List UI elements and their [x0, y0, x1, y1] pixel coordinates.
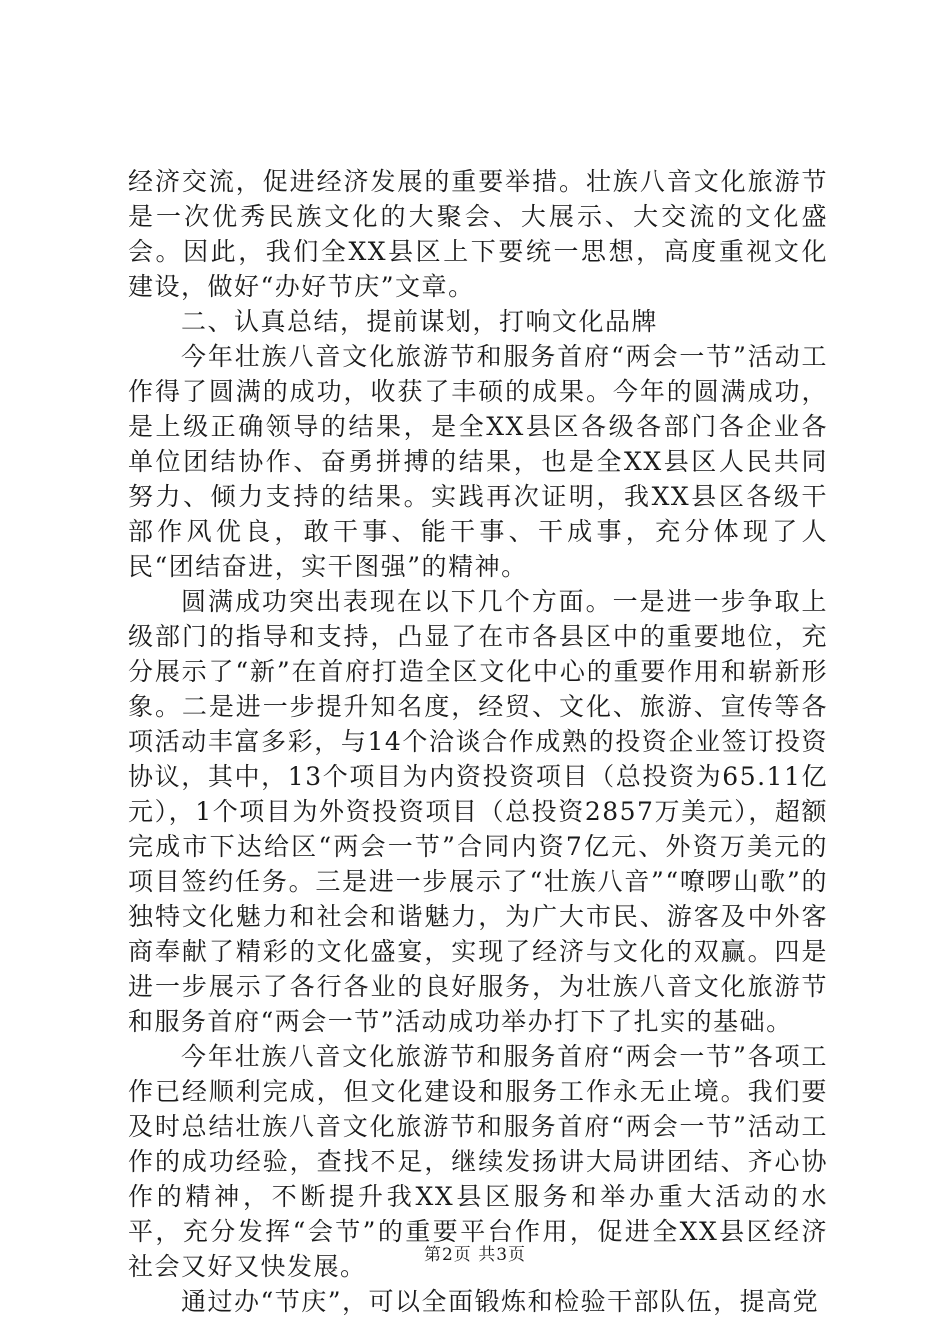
page-number-footer: 第2页 共3页 [423, 1245, 527, 1265]
paragraph-closing-fragment: 通过办“节庆”，可以全面锻炼和检验干部队伍，提高党 [181, 1287, 820, 1316]
paragraph-continuation: 经济交流，促进经济发展的重要举措。壮族八音文化旅游节是一次优秀民族文化的大聚会、大展示、大交流的文化盛会。因此，我们全XX县区上下要统一思想，高度重视文化建设，做好“办好节庆”文章。 [128, 167, 828, 301]
paragraph-next-steps: 今年壮族八音文化旅游节和服务首府“两会一节”各项工作已经顺利完成，但文化建设和服务工作永无止境。我们要及时总结壮族八音文化旅游节和服务首府“两会一节”活动工作的成功经验，查找不足，继续发扬讲大局讲团结、齐心协作的精神，不断提升我XX县区服务和举办重大活动的水平，充分发挥“会节”的重要平台作用，促进全XX县区经济社会又好又快发展。 [128, 1042, 828, 1281]
paragraph-summary: 今年壮族八音文化旅游节和服务首府“两会一节”活动工作得了圆满的成功，收获了丰硕的成果。今年的圆满成功，是上级正确领导的结果，是全XX县区各级各部门各企业各单位团结协作、奋勇拼搏的结果，也是全XX县区人民共同努力、倾力支持的结果。实践再次证明，我XX县区各级干部作风优良，敢干事、能干事、干成事，充分体现了人民“团结奋进，实干图强”的精神。 [128, 342, 828, 581]
section-heading: 二、认真总结，提前谋划，打响文化品牌 [181, 307, 659, 336]
document-body [128, 164, 828, 1319]
paragraph-achievements: 圆满成功突出表现在以下几个方面。一是进一步争取上级部门的指导和支持，凸显了在市各县区中的重要地位，充分展示了“新”在首府打造全区文化中心的重要作用和崭新形象。二是进一步提升知名度，经贸、文化、旅游、宣传等各项活动丰富多彩，与14个洽谈合作成熟的投资企业签订投资协议，其中，13个项目为内资投资项目（总投资为65.11亿元），1个项目为外资投资项目（总投资2857万美元），超额完成市下达给区“两会一节”合同内资7亿元、外资万美元的项目签约任务。三是进一步展示了“壮族八音”“嘹啰山歌”的独特文化魅力和社会和谐魅力，为广大市民、游客及中外客商奉献了精彩的文化盛宴，实现了经济与文化的双赢。四是进一步展示了各行各业的良好服务，为壮族八音文化旅游节和服务首府“两会一节”活动成功举办打下了扎实的基础。 [128, 587, 828, 1036]
